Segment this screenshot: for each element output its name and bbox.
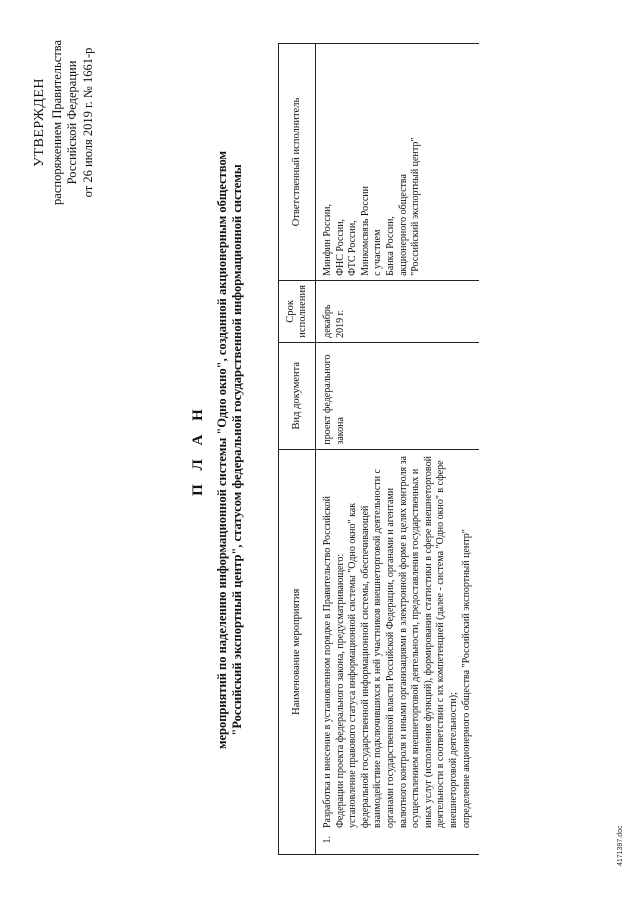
approval-line: Российской Федерации (65, 60, 79, 185)
header-doc-type: Вид документа (279, 342, 316, 449)
responsible-line: Банка России, (384, 216, 396, 276)
row-doc-type: проект федерального закона (316, 342, 480, 449)
approval-stamp (32, 40, 96, 205)
responsible-line: Минкомсвязь России (359, 186, 371, 276)
responsible-line: Минфин России, (322, 203, 333, 276)
row-responsible (316, 44, 480, 281)
header-responsible: Ответственный исполнитель (279, 44, 316, 281)
row-name-paragraph: установление правового статуса информационной системы "Одно окно" как федеральной государственной информационной системы, обеспечивающей взаимодействие подключившихся к ней участников внешнеторговой деятельности с органами государственной власти Российской Федерации, органами и агентами валютного контроля и иными организациями в электронной форме в целях контроля за осуществлением внешнеторговой деятельности, предоставления государственных и иных услуг (исполнения функций), формирования статистики в сфере внешнеторговой деятельности в соответствии с их компетенцией (далее - система "Одно окно" в сфере внешнеторговой деятельности); (347, 456, 459, 829)
document-code: 4171397.doc (617, 825, 624, 866)
header-deadline: Срок исполнения (279, 280, 316, 342)
row-name-paragraph: Разработка и внесение в установленном порядке в Правительство Российской Федерации проекта федерального закона, предусматривающего: (322, 495, 346, 829)
header-name: Наименование мероприятия (279, 449, 316, 854)
responsible-line: ФНС России, (334, 218, 346, 276)
row-name-paragraph: определение акционерного общества "Российский экспортный центр" (460, 529, 472, 829)
approval-line: от 26 июля 2019 г. № 1661-р (80, 47, 95, 198)
rotated-page (10, 20, 630, 880)
responsible-line: "Российский экспортный центр" (410, 137, 422, 276)
responsible-line: ФТС России, (347, 220, 359, 276)
plan-table (278, 43, 479, 855)
page-subtitle: мероприятий по наделению информационной системы "Одно окно", созданной акционерным обществом "Российский экспортный центр", статусом федеральной государственной информационной системы (215, 150, 244, 750)
responsible-line: акционерного общества (397, 174, 409, 276)
table-header-row (279, 44, 316, 855)
row-deadline: декабрь 2019 г. (316, 280, 480, 342)
approval-heading: УТВЕРЖДЕН (32, 78, 47, 167)
responsible-line: с участием (372, 229, 384, 276)
row-name (316, 449, 480, 832)
row-number: 1. (316, 832, 480, 854)
page-title: П Л А Н (190, 404, 206, 496)
approval-line: распоряжением Правительства (49, 40, 64, 205)
table-row (316, 44, 480, 855)
